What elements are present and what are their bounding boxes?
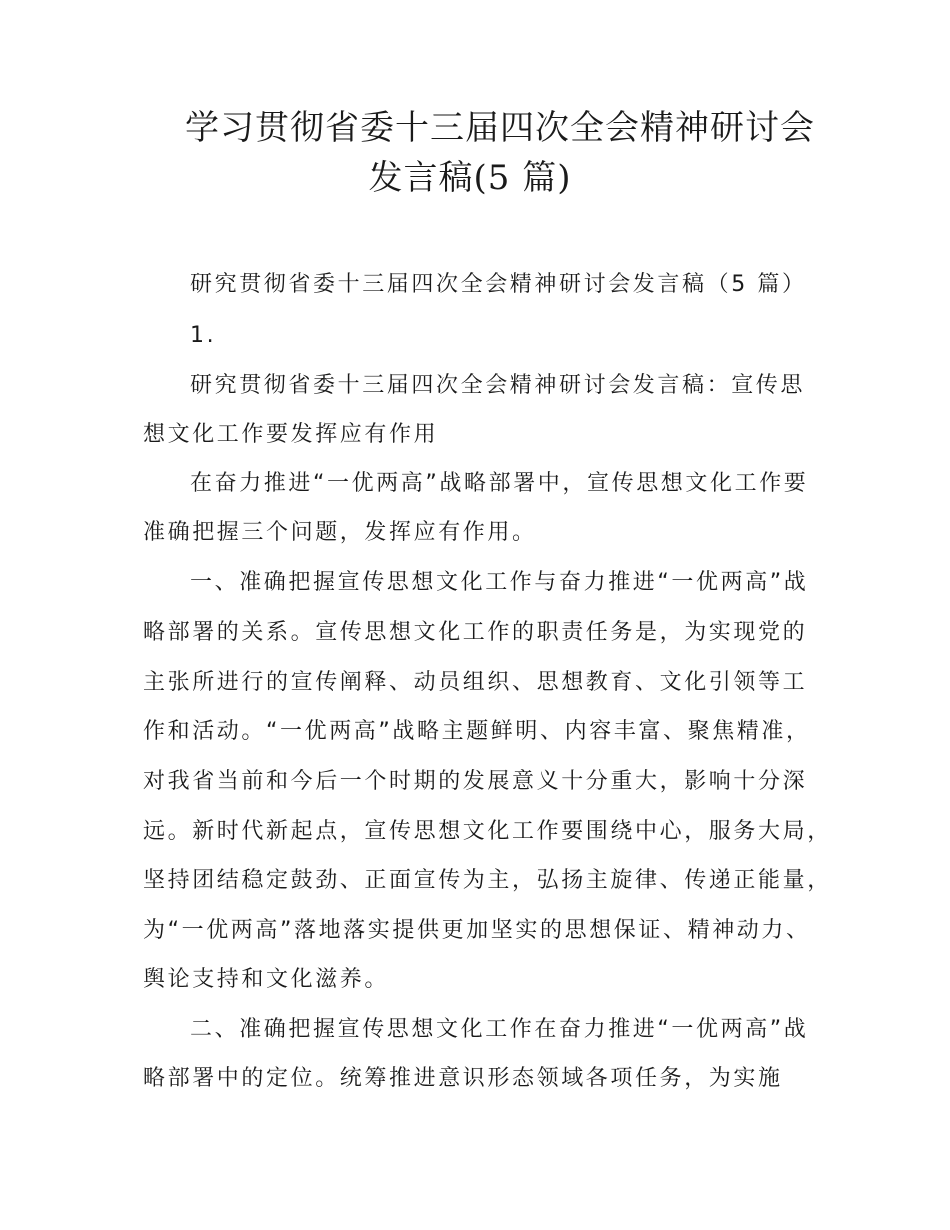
paragraph-line: 远。新时代新起点，宣传思想文化工作要围绕中心，服务大局， <box>143 819 832 844</box>
paragraph-line: 主张所进行的宣传阐释、动员组织、思想教育、文化引领等工 <box>143 670 808 695</box>
paragraph-line: 准确把握三个问题，发挥应有作用。 <box>143 520 537 545</box>
paragraph-line: 一、准确把握宣传思想文化工作与奋力推进“一优两高”战 <box>190 570 809 595</box>
document-title-line-1: 学习贯彻省委十三届四次全会精神研讨会 <box>185 108 815 148</box>
paragraph-line: 研究贯彻省委十三届四次全会精神研讨会发言稿：宣传思 <box>190 373 806 398</box>
paragraph-line: 舆论支持和文化滋养。 <box>143 967 390 992</box>
paragraph-line: 坚持团结稳定鼓劲、正面宣传为主，弘扬主旋律、传递正能量， <box>143 868 832 893</box>
paragraph-line: 二、准确把握宣传思想文化工作在奋力推进“一优两高”战 <box>190 1017 809 1042</box>
paragraph-line: 作和活动。“一优两高”战略主题鲜明、内容丰富、聚焦精准， <box>143 719 811 744</box>
paragraph-line: 想文化工作要发挥应有作用 <box>143 422 439 447</box>
paragraph-line: 为“一优两高”落地落实提供更加坚实的思想保证、精神动力、 <box>143 918 811 943</box>
paragraph-line: 研究贯彻省委十三届四次全会精神研讨会发言稿（5 篇） <box>190 272 807 297</box>
paragraph-line: 对我省当前和今后一个时期的发展意义十分重大，影响十分深 <box>143 769 808 794</box>
paragraph-line: 1. <box>190 323 217 348</box>
document-title-line-2: 发言稿(5 篇) <box>368 158 572 198</box>
paragraph-line: 在奋力推进“一优两高”战略部署中，宣传思想文化工作要 <box>190 471 809 496</box>
paragraph-line: 略部署的关系。宣传思想文化工作的职责任务是，为实现党的 <box>143 620 808 645</box>
paragraph-line: 略部署中的定位。统筹推进意识形态领域各项任务，为实施 <box>143 1066 783 1091</box>
